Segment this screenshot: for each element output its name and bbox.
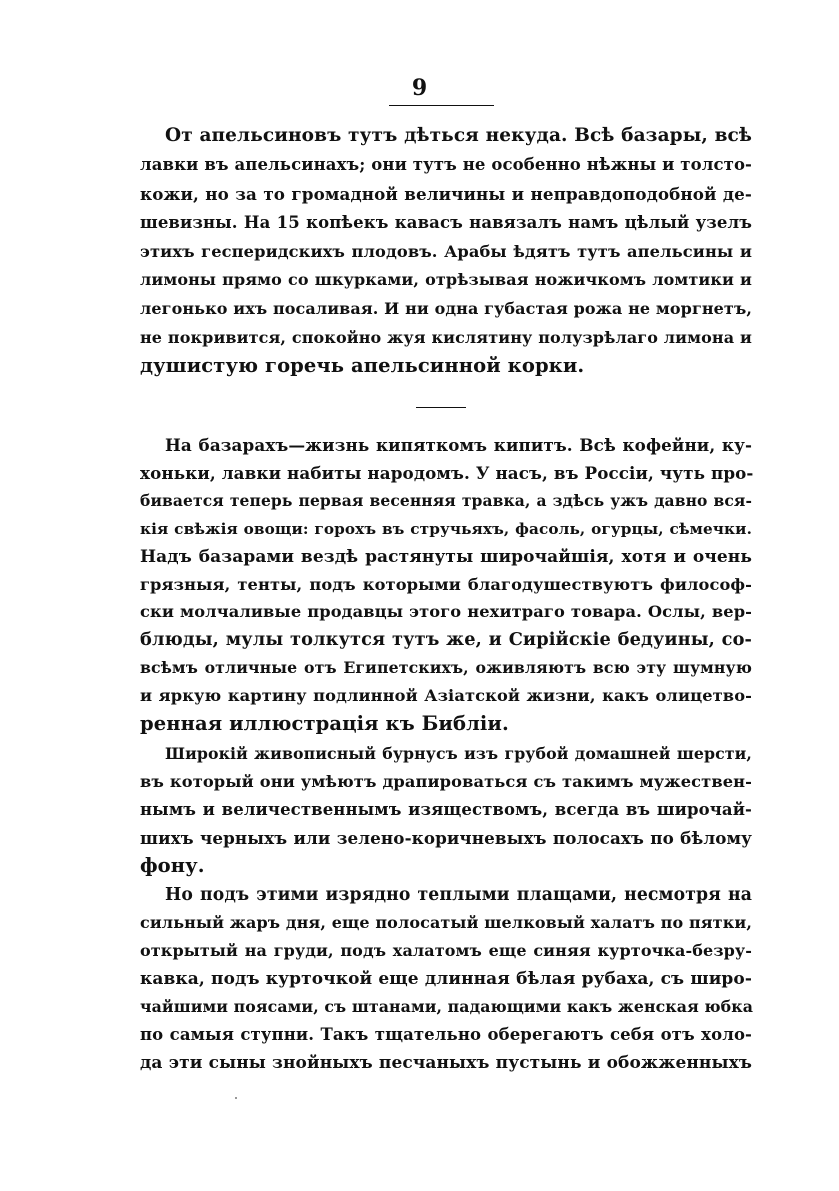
text-line: блюды, мулы толкутся тутъ же, и Сирійскіе бедуины, со- [140, 629, 752, 650]
text-line: чайшими поясами, съ штанами, падающими какъ женская юбка [140, 997, 754, 1016]
text-line: бивается теперь первая весенняя травка, а здѣсь ужъ давно вся- [140, 491, 752, 510]
text-line: открытый на груди, подъ халатомъ еще синяя курточка-безру- [140, 941, 752, 960]
text-line: Но подъ этими изрядно теплыми плащами, несмотря на [165, 885, 752, 905]
text-line: этихъ гесперидскихъ плодовъ. Арабы ѣдятъ тутъ апельсины и [140, 242, 752, 261]
text-line: фону. [140, 854, 205, 877]
text-line: На базарахъ—жизнь кипяткомъ кипитъ. Всѣ кофейни, ку- [165, 435, 752, 455]
text-line: легонько ихъ посаливая. И ни одна губастая рожа не моргнетъ, [140, 299, 752, 318]
text-line: От апельсиновъ тутъ дѣться некуда. Всѣ базары, всѣ [165, 125, 752, 146]
text-line: въ который они умѣютъ драпироваться съ такимъ мужествен- [140, 772, 752, 791]
text-line: да эти сыны знойныхъ песчаныхъ пустынь и обожженныхъ [140, 1053, 752, 1073]
scan-speck [235, 1097, 237, 1099]
text-line: по самыя ступни. Такъ тщательно оберегаютъ себя отъ холо- [140, 1025, 752, 1044]
text-line: сильный жаръ дня, еще полосатый шелковый халатъ по пятки, [140, 913, 752, 932]
text-line: Широкій живописный бурнусъ изъ грубой домашней шерсти, [165, 744, 752, 763]
section-divider [416, 407, 466, 408]
text-line: и яркую картину подлинной Азіатской жизни, какъ олицетво- [140, 686, 752, 705]
header-rule [389, 105, 494, 106]
text-line: лимоны прямо со шкурками, отрѣзывая ножичкомъ ломтики и [140, 270, 752, 289]
text-line: шевизны. На 15 копѣекъ кавасъ навязалъ намъ цѣлый узелъ [140, 213, 752, 232]
text-line: хоньки, лавки набиты народомъ. У насъ, въ Россіи, чуть про- [140, 463, 754, 483]
text-line: кія свѣжія овощи: горохъ въ стручьяхъ, фасоль, огурцы, сѣмечки. [140, 520, 752, 538]
text-line: кожи, но за то громадной величины и неправдоподобной де- [140, 184, 752, 204]
text-line: Надъ базарами вездѣ растянуты широчайшія, хотя и очень [140, 547, 752, 567]
text-line: нымъ и величественнымъ изяществомъ, всегда въ широчай- [140, 800, 752, 819]
text-line: всѣмъ отличные отъ Египетскихъ, оживляютъ всю эту шумную [140, 658, 752, 677]
text-line: грязныя, тенты, подъ которыми благодушествуютъ философ- [140, 575, 752, 594]
text-line: ски молчаливые продавцы этого нехитраго товара. Ослы, вер- [140, 602, 752, 621]
text-line: шихъ черныхъ или зелено-коричневыхъ полосахъ по бѣлому [140, 828, 752, 848]
page-number: 9 [411, 75, 428, 101]
text-line: лавки въ апельсинахъ; они тутъ не особенно нѣжны и толсто- [140, 155, 752, 174]
text-line: ренная иллюстрація къ Библіи. [140, 712, 509, 735]
text-line: кавка, подъ курточкой еще длинная бѣлая рубаха, съ широ- [140, 969, 752, 989]
text-line: душистую горечь апельсинной корки. [140, 354, 585, 377]
text-line: не покривится, спокойно жуя кислятину полузрѣлаго лимона и [140, 328, 752, 347]
